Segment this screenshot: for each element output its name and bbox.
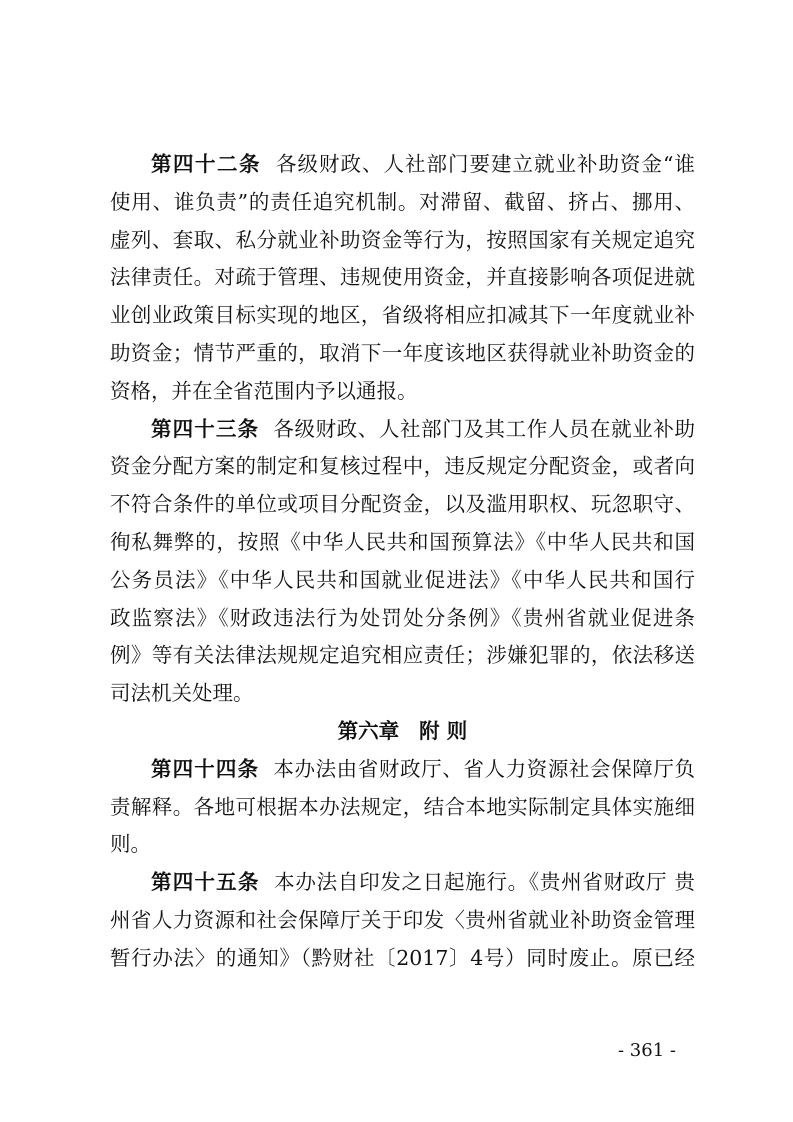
- article-line: [110, 864, 695, 902]
- article-line: 州省人力资源和社会保障厅关于印发〈贵州省就业补助资金管理: [110, 907, 695, 932]
- article-44: [110, 751, 695, 864]
- page-number: - 361 -: [618, 1040, 676, 1061]
- article-line: 法律责任。对疏于管理、违规使用资金，并直接影响各项促进就: [110, 265, 695, 290]
- article-text: 各级财政、人社部门及其工作人员在就业补助: [273, 416, 696, 441]
- article-line: 则。: [110, 832, 151, 857]
- article-heading: 第四十三条: [151, 416, 260, 441]
- article-42: [110, 146, 695, 411]
- article-text: 本办法自印发之日起施行。《贵州省财政厅 贵: [274, 870, 696, 895]
- article-line: 徇私舞弊的，按照《中华人民共和国预算法》《中华人民共和国: [110, 529, 695, 554]
- article-line: [110, 751, 695, 789]
- article-line: 不符合条件的单位或项目分配资金，以及滥用职权、玩忽职守、: [110, 492, 695, 517]
- article-line: 暂行办法〉的通知》（黔财社〔2017〕4号）同时废止。原已经: [110, 945, 695, 970]
- chapter-title: 附 则: [419, 718, 468, 743]
- article-line: 责解释。各地可根据本办法规定，结合本地实际制定具体实施细: [110, 794, 695, 819]
- page-body: [110, 146, 695, 978]
- article-line: 虚列、套取、私分就业补助资金等行为，按照国家有关规定追究: [110, 227, 695, 252]
- chapter-number: 第六章: [337, 718, 400, 743]
- article-heading: 第四十四条: [151, 756, 260, 781]
- article-text: 各级财政、人社部门要建立就业补助资金“谁: [276, 152, 695, 176]
- chapter-heading: [110, 713, 695, 751]
- article-line: 政监察法》《财政违法行为处罚处分条例》《贵州省就业促进条: [110, 605, 695, 630]
- article-heading: 第四十五条: [151, 870, 260, 895]
- article-line: 资金分配方案的制定和复核过程中，违反规定分配资金，或者向: [110, 454, 695, 479]
- article-line: 助资金；情节严重的，取消下一年度该地区获得就业补助资金的: [110, 340, 695, 365]
- article-line: [110, 411, 695, 449]
- article-line: 业创业政策目标实现的地区，省级将相应扣减其下一年度就业补: [110, 303, 695, 328]
- article-line: 例》等有关法律法规规定追究相应责任；涉嫌犯罪的，依法移送: [110, 643, 695, 668]
- article-heading: 第四十二条: [151, 152, 261, 176]
- article-43: [110, 411, 695, 713]
- article-45: [110, 864, 695, 977]
- article-line: 司法机关处理。: [110, 681, 254, 706]
- article-line: 公务员法》《中华人民共和国就业促进法》《中华人民共和国行: [110, 567, 695, 592]
- article-line: 资格，并在全省范围内予以通报。: [110, 378, 418, 403]
- article-text: 本办法由省财政厅、省人力资源社会保障厅负: [273, 756, 696, 781]
- article-line: 使用、谁负责”的责任追究机制。对滞留、截留、挤占、挪用、: [110, 189, 695, 214]
- article-line: [110, 146, 695, 184]
